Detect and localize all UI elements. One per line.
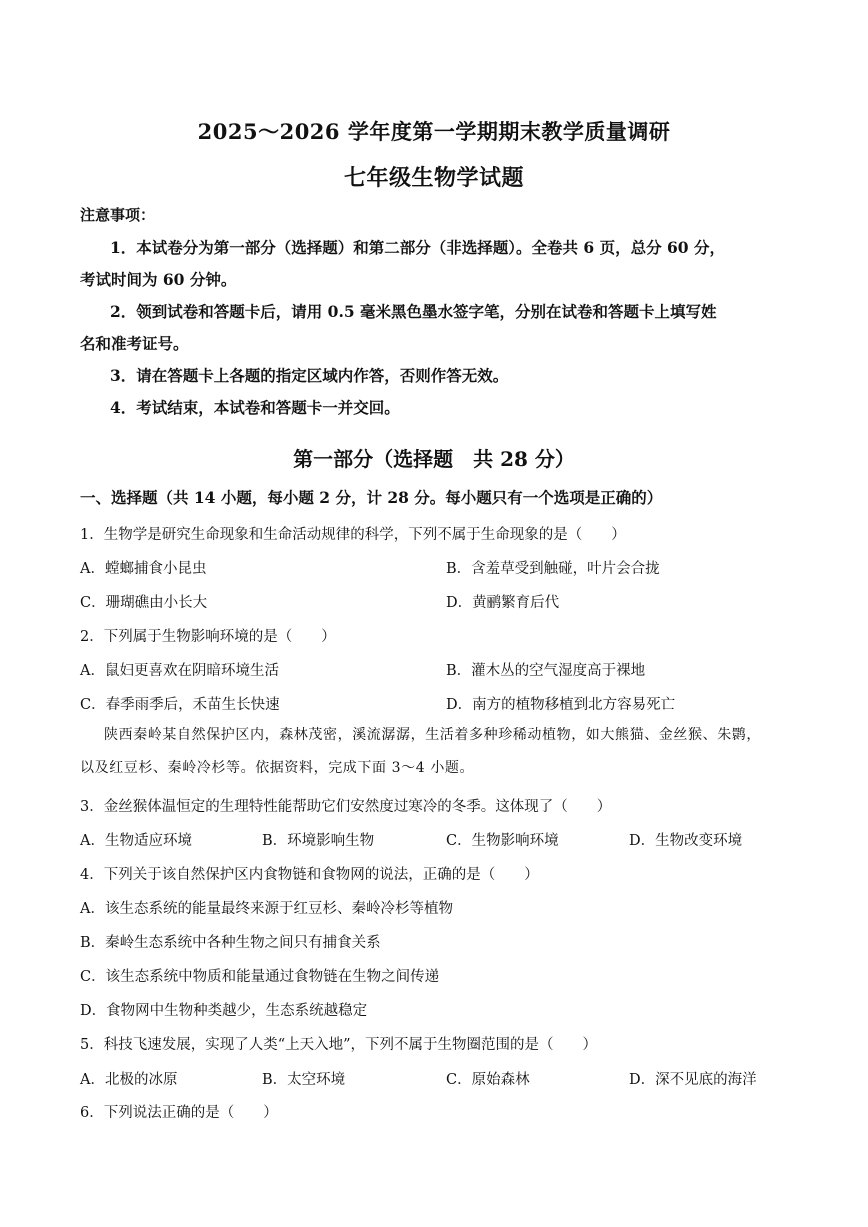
exam-title: 2025～2026 学年度第一学期期末教学质量调研 xyxy=(197,119,671,144)
q5-option-a: A．北极的冰原 xyxy=(80,1072,178,1088)
section-title: 第一部分（选择题 共 28 分） xyxy=(293,447,575,471)
q3-option-b: B．环境影响生物 xyxy=(262,833,375,849)
q4-option-c: C．该生态系统中物质和能量通过食物链在生物之间传递 xyxy=(80,969,440,985)
exam-subject-title: 七年级生物学试题 xyxy=(343,165,524,191)
question-1-stem: 1．生物学是研究生命现象和生命活动规律的科学，下列不属于生命现象的是（ ） xyxy=(80,527,626,543)
q4-option-a: A．该生态系统的能量最终来源于红豆杉、秦岭冷杉等植物 xyxy=(80,901,453,917)
q3-option-c: C．生物影响环境 xyxy=(446,833,559,849)
notice-item-2: 2．领到试卷和答题卡后，请用 0.5 毫米黑色墨水签字笔，分别在试卷和答题卡上填写姓 xyxy=(110,302,717,321)
passage-line-2: 以及红豆杉、秦岭冷杉等。依据资料，完成下面 3～4 小题。 xyxy=(80,760,475,776)
q5-option-b: B．太空环境 xyxy=(262,1072,346,1088)
q3-option-d: D．生物改变环境 xyxy=(629,833,743,849)
q2-option-a: A．鼠妇更喜欢在阴暗环境生活 xyxy=(80,663,279,679)
q2-option-b: B．灌木丛的空气湿度高于裸地 xyxy=(446,663,646,679)
question-4-stem: 4．下列关于该自然保护区内食物链和食物网的说法，正确的是（ ） xyxy=(80,867,539,883)
notice-item-3: 3．请在答题卡上各题的指定区域内作答，否则作答无效。 xyxy=(110,366,509,385)
question-6-stem: 6．下列说法正确的是（ ） xyxy=(80,1105,278,1121)
notice-item-4: 4．考试结束，本试卷和答题卡一并交回。 xyxy=(110,398,400,417)
q2-option-c: C．春季雨季后，禾苗生长快速 xyxy=(80,697,280,713)
q4-option-b: B．秦岭生态系统中各种生物之间只有捕食关系 xyxy=(80,935,381,951)
question-5-stem: 5．科技飞速发展，实现了人类“上天入地”，下列不属于生物圈范围的是（ ） xyxy=(80,1037,598,1053)
notice-list xyxy=(80,232,792,424)
q2-option-d: D．南方的植物移植到北方容易死亡 xyxy=(446,697,676,713)
q4-option-d: D．食物网中生物种类越少，生态系统越稳定 xyxy=(80,1003,368,1019)
q1-option-a: A．螳螂捕食小昆虫 xyxy=(80,561,207,577)
q3-option-a: A．生物适应环境 xyxy=(80,833,192,849)
notice-heading: 注意事项： xyxy=(80,206,156,224)
part-heading: 一、选择题（共 14 小题，每小题 2 分，计 28 分。每小题只有一个选项是正确的） xyxy=(80,488,663,507)
q1-option-c: C．珊瑚礁由小长大 xyxy=(80,595,208,611)
q5-option-d: D．深不见底的海洋 xyxy=(629,1072,757,1088)
passage-line-1: 陕西秦岭某自然保护区内，森林茂密，溪流潺潺，生活着多种珍稀动植物，如大熊猫、金丝猴、朱鹮， xyxy=(104,727,761,743)
q1-option-b: B．含羞草受到触碰，叶片会合拢 xyxy=(446,561,660,577)
notice-item-2-cont: 名和准考证号。 xyxy=(80,334,189,353)
q1-option-d: D．黄鹂繁育后代 xyxy=(446,595,560,611)
q5-option-c: C．原始森林 xyxy=(446,1072,530,1088)
question-3-stem: 3．金丝猴体温恒定的生理特性能帮助它们安然度过寒冷的冬季。这体现了（ ） xyxy=(80,799,612,815)
notice-item-1-cont: 考试时间为 60 分钟。 xyxy=(80,270,237,289)
question-2-stem: 2．下列属于生物影响环境的是（ ） xyxy=(80,629,336,645)
reading-passage xyxy=(80,719,792,785)
notice-item-1: 1．本试卷分为第一部分（选择题）和第二部分（非选择题）。全卷共 6 页，总分 60 分， xyxy=(110,238,725,257)
